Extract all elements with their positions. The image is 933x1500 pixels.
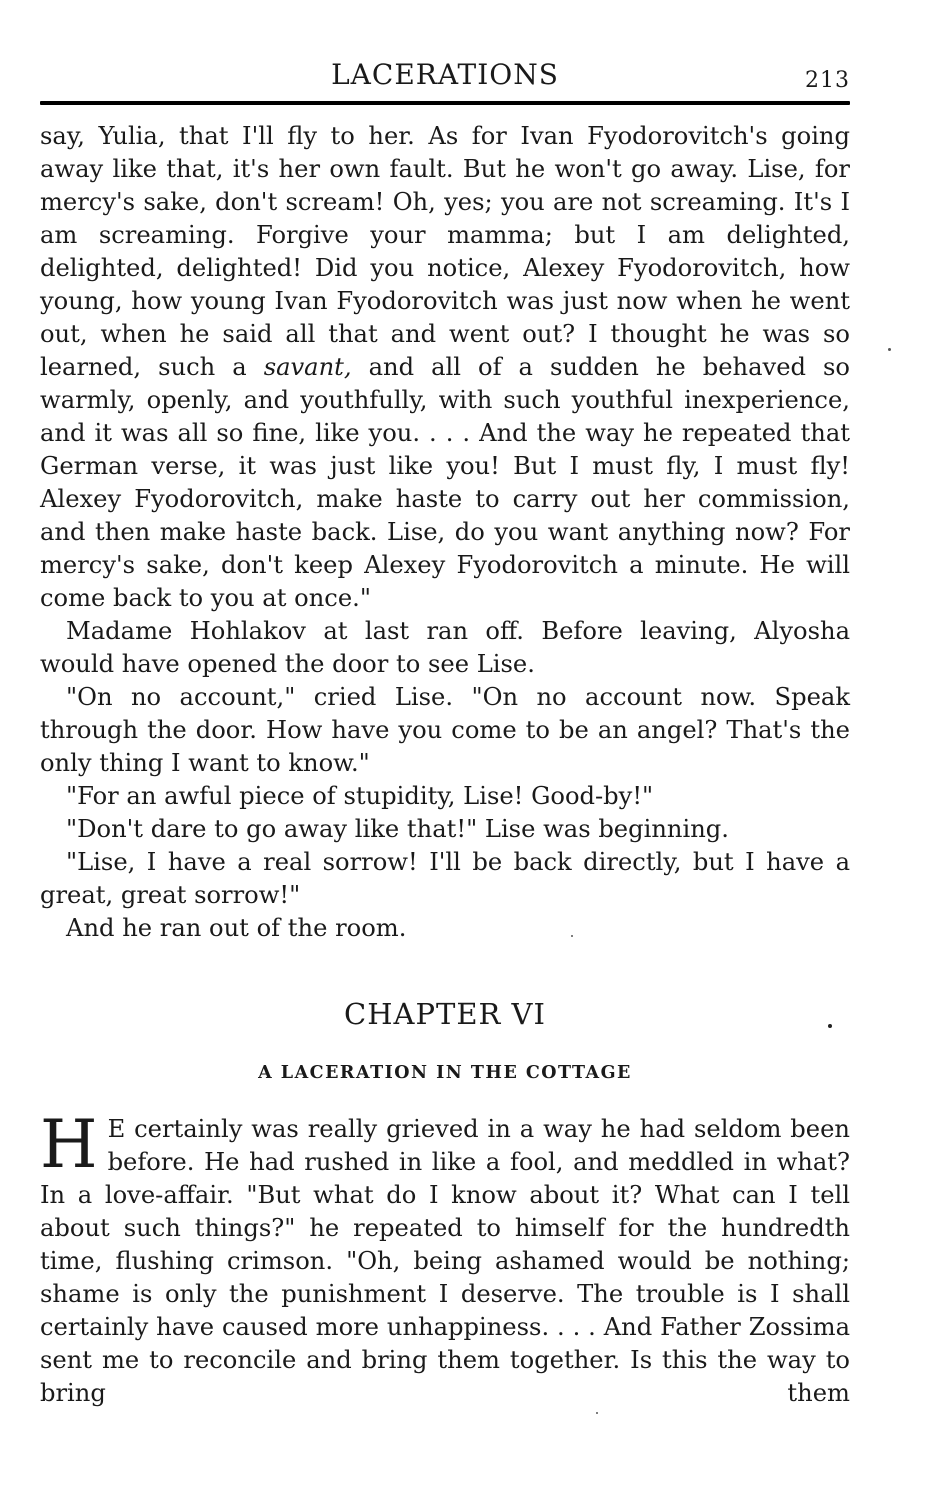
- paragraph-text: say, Yulia, that I'll fly to her. As for Ivan Fyodorovitch's going away like that, it's her own fault. But he won't go away. Lise, for mercy's sake, don't scream! Oh, yes; you are not screaming. It's I am screaming. Forgive your mamma; but I am delighted, delighted, delighted! Did you notice, Alexey Fyodorovitch, how young, how young Ivan Fyodorovitch was just now when he went out, when he said all that and went out? I thought he was so learned, such a: [40, 122, 850, 381]
- paragraph: And he ran out of the room.: [66, 914, 407, 942]
- running-header: [40, 56, 850, 96]
- paragraph: "Don't dare to go away like that!" Lise was beginning.: [66, 815, 729, 843]
- ink-speck: [571, 935, 573, 937]
- main-text: [40, 120, 850, 945]
- chapter-subtitle: A LACERATION IN THE COTTAGE: [258, 1063, 632, 1083]
- chapter-opening: [40, 1106, 850, 1410]
- ink-speck: [888, 348, 891, 351]
- drop-cap: H: [40, 1106, 98, 1183]
- ink-speck: [596, 1412, 598, 1414]
- page-number: 213: [805, 68, 850, 93]
- paragraph-text: and all of a sudden he behaved so warmly, openly, and youthfully, with such youthful inexperience, and it was all so fine, like you. . . . And the way he repeated that German verse, it was just like you! But I must fly, I must fly! Alexey Fyodorovitch, make haste to carry out her commission, and then make haste back. Lise, do you want anything now? For mercy's sake, don't keep Alexey Fyodorovitch a minute. He will come back to you at once.": [40, 353, 850, 612]
- paragraph: "Lise, I have a real sorrow! I'll be back directly, but I have a great, great sorrow!": [40, 848, 850, 909]
- paragraph: [40, 1106, 850, 1410]
- paragraph: [40, 120, 850, 615]
- paragraph: "For an awful piece of stupidity, Lise! Good-by!": [66, 782, 654, 810]
- running-title: LACERATIONS: [331, 58, 559, 91]
- chapter-title: CHAPTER VI: [344, 997, 546, 1031]
- ink-speck: [828, 1024, 832, 1028]
- italic-word: savant,: [263, 353, 352, 381]
- paragraph-text: E certainly was really grieved in a way he had seldom been before. He had rushed in like a fool, and meddled in what? In a love-affair. "But what do I know about it? What can I tell about such things?" he repeated to himself for the hundredth time, flushing crimson. "Oh, being ashamed would be nothing; shame is only the punishment I deserve. The trouble is I shall certainly have caused more unhappiness. . . . And Father Zossima sent me to reconcile and bring them together. Is this the way to bring them: [40, 1115, 850, 1407]
- paragraph: Madame Hohlakov at last ran off. Before leaving, Alyosha would have opened the door to see Lise.: [40, 617, 850, 678]
- header-rule: [40, 101, 850, 105]
- paragraph: "On no account," cried Lise. "On no account now. Speak through the door. How have you come to be an angel? That's the only thing I want to know.": [40, 683, 850, 777]
